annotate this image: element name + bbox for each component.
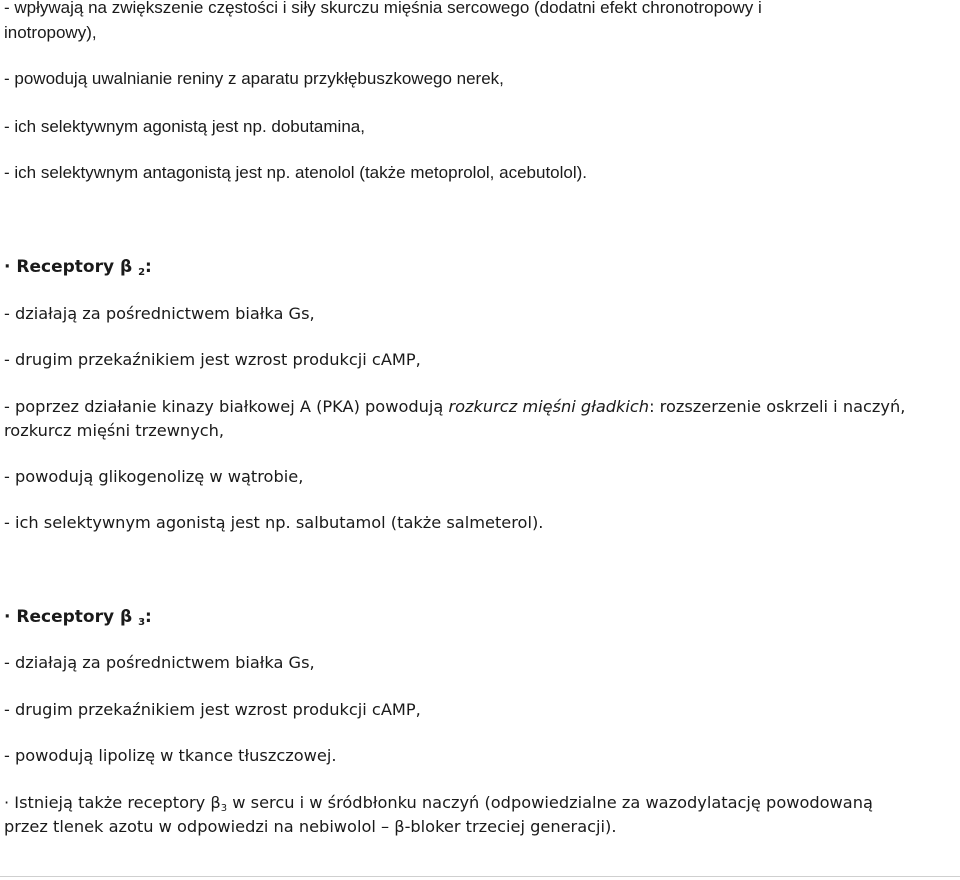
text-run: : rozszerzenie oskrzeli i naczyń, <box>649 397 906 416</box>
italic-text: rozkurcz mięśni gładkich <box>448 397 650 416</box>
heading-text: Receptory β <box>16 607 133 627</box>
heading-text: Receptory β <box>16 257 133 277</box>
section-heading-beta2 <box>4 256 152 278</box>
text-line: - wpływają na zwiększenie częstości i siły skurczu mięśnia sercowego (dodatni efekt chronotropowy i <box>4 0 762 17</box>
note-line: przez tlenek azotu w odpowiedzi na nebiwolol – β-bloker trzeciej generacji). <box>4 817 617 836</box>
text-line: - ich selektywnym agonistą jest np. dobutamina, <box>4 117 365 136</box>
heading-subscript: 2 <box>138 267 146 278</box>
section-heading-beta3 <box>4 606 152 628</box>
text-line: - powodują uwalnianie reniny z aparatu przykłębuszkowego nerek, <box>4 69 504 88</box>
list-item: - drugim przekaźnikiem jest wzrost produkcji cAMP, <box>4 700 421 719</box>
page-divider <box>0 876 960 877</box>
heading-subscript: 3 <box>138 617 146 628</box>
list-item: - powodują glikogenolizę w wątrobie, <box>4 467 304 486</box>
list-item <box>4 396 905 418</box>
list-item: - ich selektywnym agonistą jest np. salbutamol (także salmeterol). <box>4 513 544 532</box>
list-item: - działają za pośrednictwem białka Gs, <box>4 304 315 323</box>
text-run: w sercu i w śródbłonku naczyń (odpowiedzialne za wazodylatację powodowaną <box>227 793 873 812</box>
list-item-continuation: rozkurcz mięśni trzewnych, <box>4 421 225 440</box>
heading-colon: : <box>145 607 152 627</box>
text-line: - ich selektywnym antagonistą jest np. atenolol (także metoprolol, acebutolol). <box>4 163 588 182</box>
list-item: - powodują lipolizę w tkance tłuszczowej. <box>4 746 337 765</box>
bullet: · <box>4 257 11 277</box>
note-line <box>4 792 873 814</box>
heading-colon: : <box>145 257 152 277</box>
list-item: - działają za pośrednictwem białka Gs, <box>4 653 315 672</box>
list-item: - drugim przekaźnikiem jest wzrost produkcji cAMP, <box>4 350 421 369</box>
bullet: · <box>4 607 11 627</box>
text-run: - poprzez działanie kinazy białkowej A (PKA) powodują <box>4 397 449 416</box>
subscript: 3 <box>220 803 228 814</box>
text-run: · Istnieją także receptory β <box>4 793 221 812</box>
text-line: inotropowy), <box>4 23 97 42</box>
